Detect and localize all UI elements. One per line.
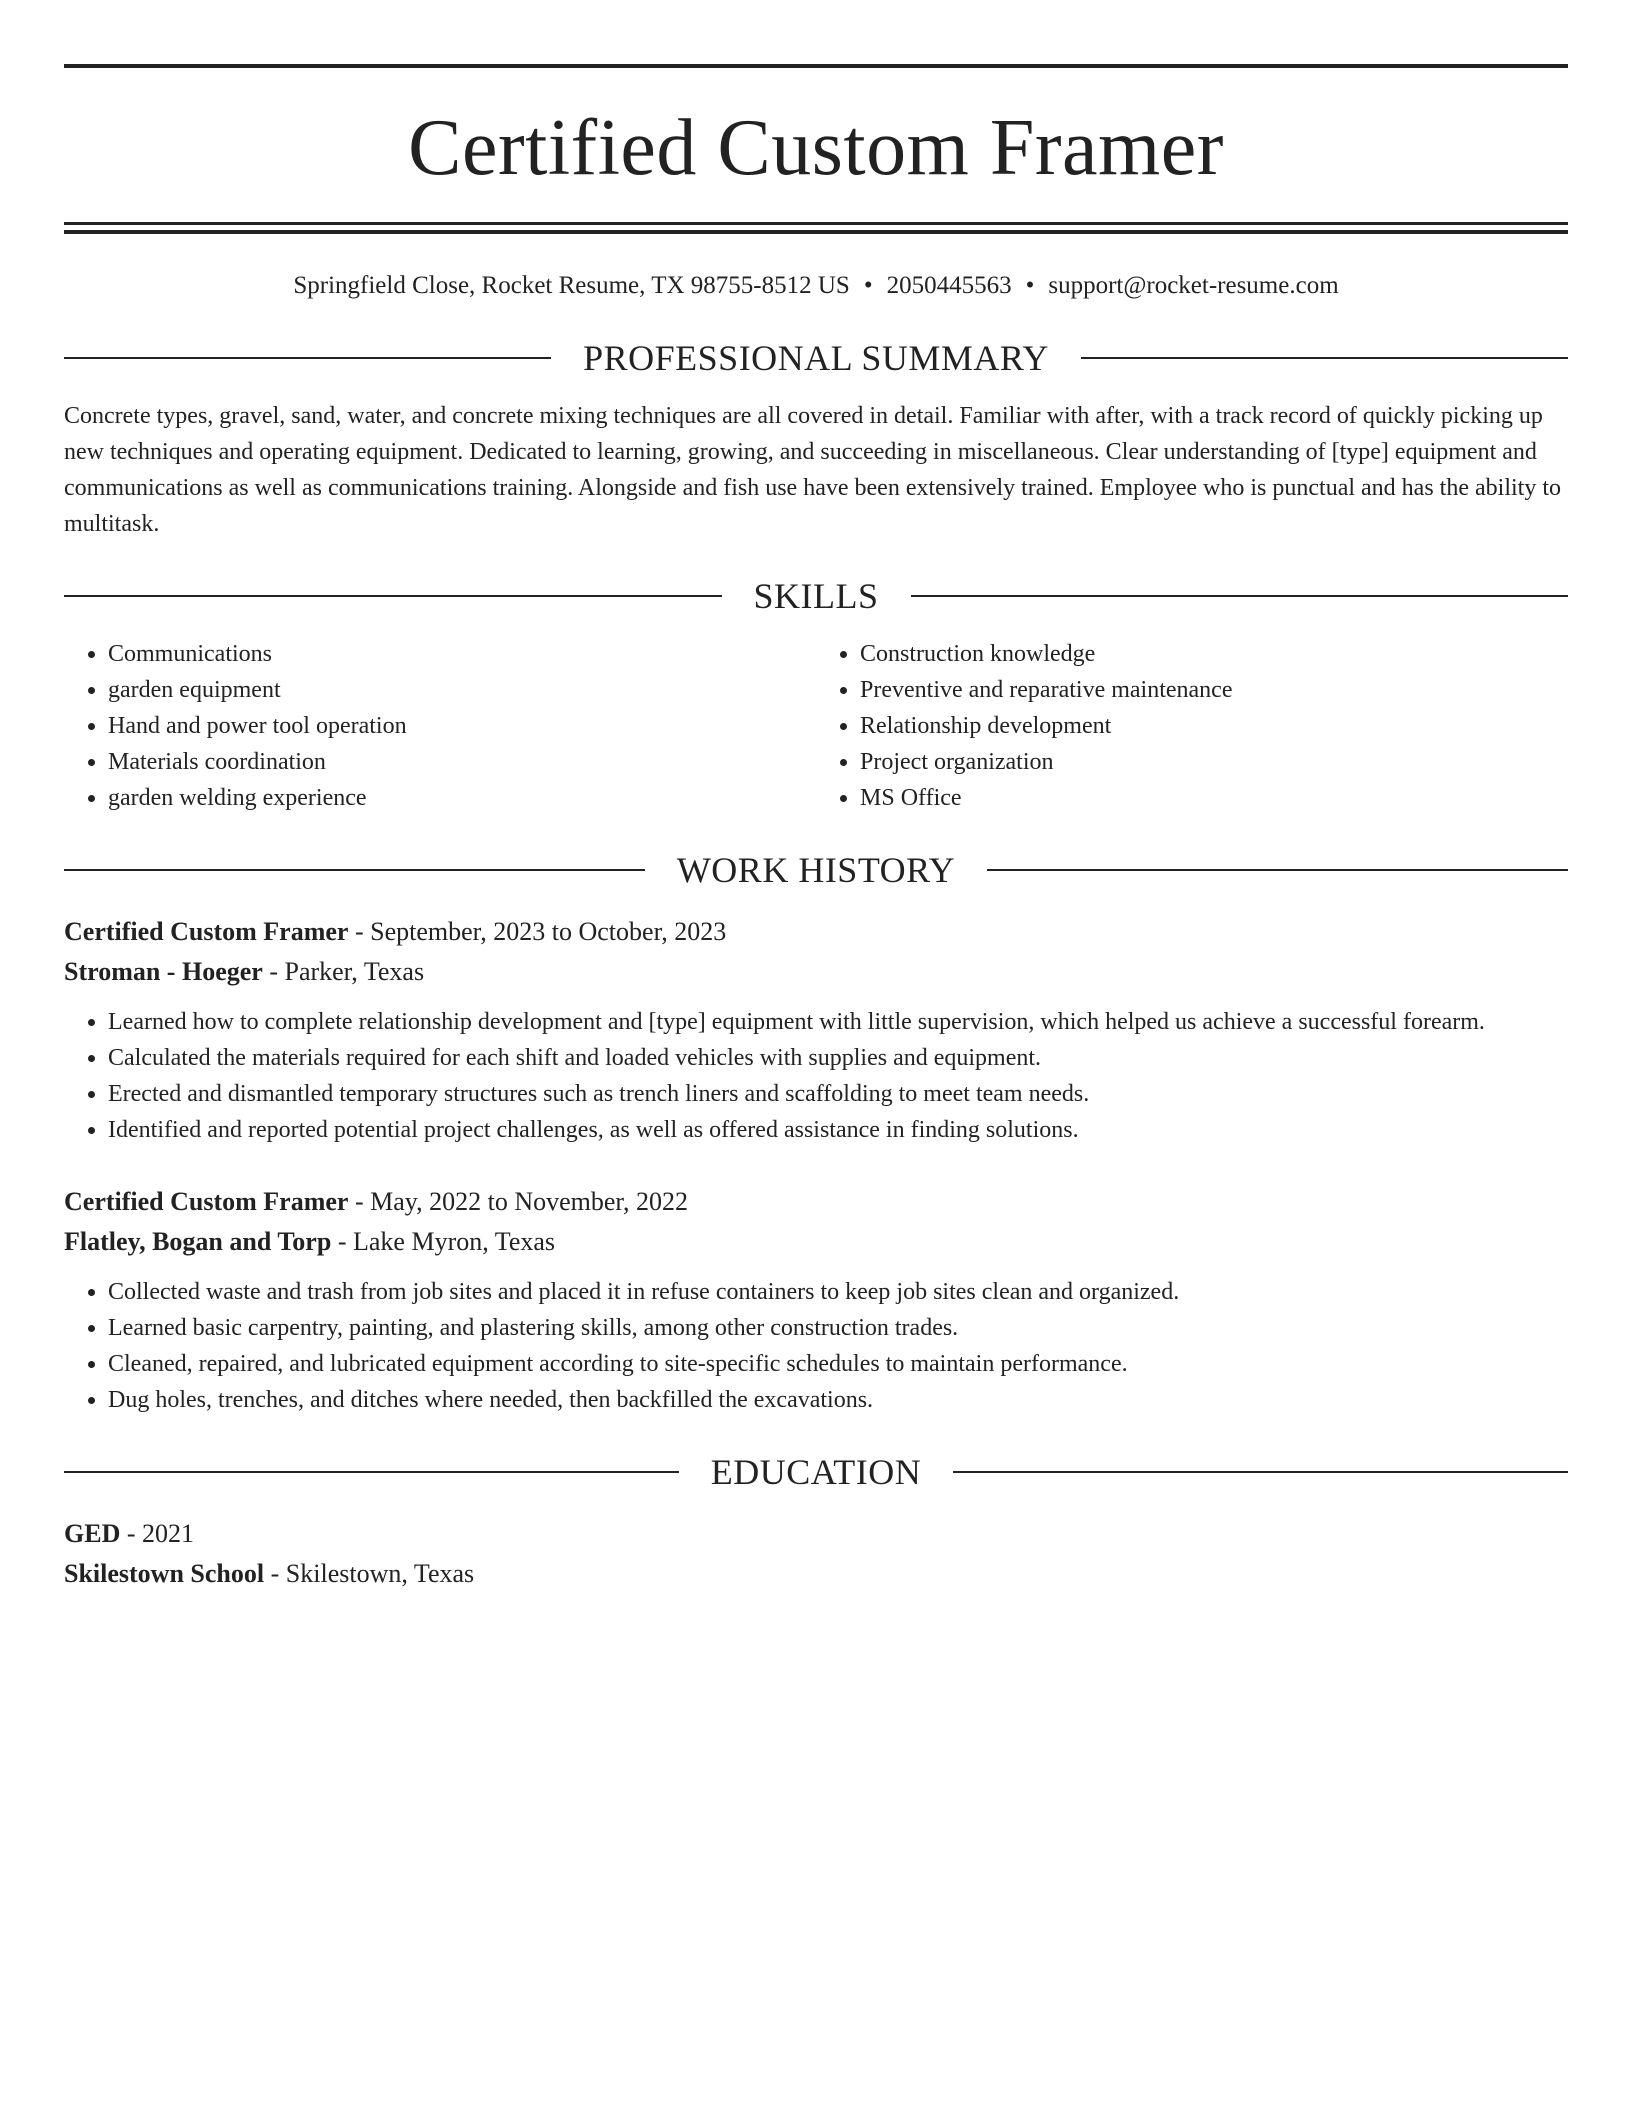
job-bullet: • Identified and reported potential project challenges, as well as offered assistance in finding solutions. (108, 1112, 1568, 1148)
contact-separator: • (1025, 272, 1035, 299)
education-heading: EDUCATION (710, 1452, 922, 1492)
job-entry (64, 912, 1568, 1148)
job-bullet: • Calculated the materials required for each shift and loaded vehicles with supplies and equipment. (108, 1040, 1568, 1076)
job-bullet: • Learned basic carpentry, painting, and plastering skills, among other construction trades. (108, 1310, 1568, 1346)
education-degree: GED (64, 1519, 121, 1548)
heading-rule (987, 869, 1568, 871)
heading-rule (64, 357, 551, 359)
skill-item: • Preventive and reparative maintenance (860, 672, 1568, 708)
skill-item: • Hand and power tool operation (108, 708, 816, 744)
work-heading: WORK HISTORY (676, 850, 956, 890)
heading-rule (953, 1471, 1568, 1473)
education-entry (64, 1514, 1568, 1594)
job-location: Lake Myron, Texas (352, 1227, 556, 1256)
skill-item: • Project organization (860, 744, 1568, 780)
heading-rule (1081, 357, 1568, 359)
job-company-line: Stroman - Hoeger - Parker, Texas (64, 957, 425, 986)
heading-rule (64, 1471, 679, 1473)
skill-item: • Materials coordination (108, 744, 816, 780)
title-double-rule (64, 222, 1568, 234)
job-bullet: • Dug holes, trenches, and ditches where needed, then backfilled the excavations. (108, 1382, 1568, 1418)
education-heading-row (64, 1448, 1568, 1496)
education-school-line: Skilestown School - Skilestown, Texas (64, 1559, 475, 1588)
work-heading-row (64, 846, 1568, 894)
job-bullet: • Erected and dismantled temporary structures such as trench liners and scaffolding to meet team needs. (108, 1076, 1568, 1112)
heading-rule (64, 595, 722, 597)
job-location: Parker, Texas (284, 957, 425, 986)
skills-heading-row (64, 572, 1568, 620)
summary-text: Concrete types, gravel, sand, water, and concrete mixing techniques are all covered in detail. Familiar with after, with a track record of quickly picking up new techniques and operating equipment. Dedicated to learning, growing, and succeeding in miscellaneous. Clear understanding of [type] equipment and communications as well as communications training. Alongside and fish use have been extensively trained. Employee who is punctual and has the ability to multitask. (64, 403, 1561, 537)
education-degree-line: GED - 2021 (64, 1519, 195, 1548)
education-school: Skilestown School (64, 1559, 265, 1588)
skill-item: • garden equipment (108, 672, 816, 708)
skill-item: • Communications (108, 636, 816, 672)
job-bullet: • Learned how to complete relationship development and [type] equipment with little supervision, which helped us achieve a successful forearm. (108, 1004, 1568, 1040)
skill-item: • MS Office (860, 780, 1568, 816)
skill-item: • Relationship development (860, 708, 1568, 744)
skill-item: • garden welding experience (108, 780, 816, 816)
job-dates: May, 2022 to November, 2022 (370, 1187, 689, 1216)
skills-heading: SKILLS (753, 576, 879, 616)
job-bullets (64, 1004, 1568, 1148)
contact-phone: 2050445563 (886, 272, 1012, 299)
top-rule (64, 64, 1568, 68)
job-company: Flatley, Bogan and Torp (64, 1227, 332, 1256)
heading-rule (64, 869, 645, 871)
contact-address: Springfield Close, Rocket Resume, TX 98755-8512 US (293, 272, 850, 299)
job-company-line: Flatley, Bogan and Torp - Lake Myron, Texas (64, 1227, 556, 1256)
job-title-line: Certified Custom Framer - May, 2022 to November, 2022 (64, 1187, 689, 1216)
skill-item: • Construction knowledge (860, 636, 1568, 672)
resume-page (64, 64, 1568, 1594)
resume-title: Certified Custom Framer (408, 104, 1224, 192)
job-title: Certified Custom Framer (64, 917, 349, 946)
job-entry (64, 1182, 1568, 1418)
heading-rule (911, 595, 1569, 597)
education-location: Skilestown, Texas (285, 1559, 475, 1588)
job-bullets (64, 1274, 1568, 1418)
job-dates: September, 2023 to October, 2023 (370, 917, 727, 946)
summary-heading: PROFESSIONAL SUMMARY (583, 338, 1049, 378)
skills-left-list (64, 636, 816, 816)
skills-right-list (816, 636, 1568, 816)
contact-line (64, 268, 1568, 304)
contact-email: support@rocket-resume.com (1048, 272, 1339, 299)
contact-separator: • (863, 272, 873, 299)
skills-columns (64, 636, 1568, 816)
job-title-line: Certified Custom Framer - September, 2023 to October, 2023 (64, 917, 727, 946)
job-bullet: • Collected waste and trash from job sites and placed it in refuse containers to keep job sites clean and organized. (108, 1274, 1568, 1310)
education-year: 2021 (142, 1519, 195, 1548)
job-title: Certified Custom Framer (64, 1187, 349, 1216)
summary-heading-row (64, 334, 1568, 382)
job-company: Stroman - Hoeger (64, 957, 263, 986)
job-bullet: • Cleaned, repaired, and lubricated equipment according to site-specific schedules to maintain performance. (108, 1346, 1568, 1382)
